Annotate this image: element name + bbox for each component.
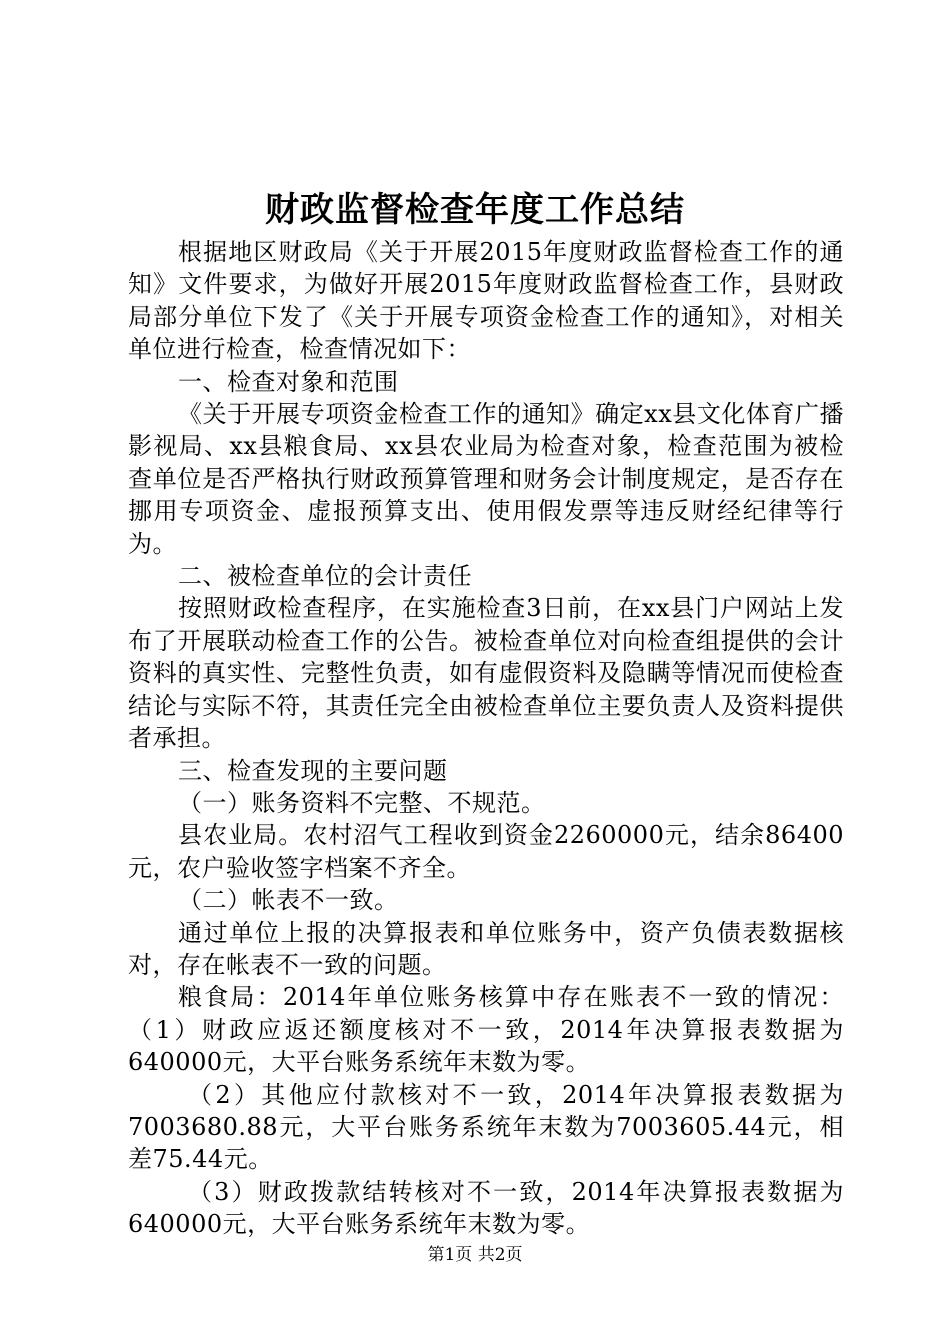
paragraph-other-payables: （2）其他应付款核对不一致，2014年决算报表数据为7003680.88元，大平台账务系统年末数为7003605.44元，相差75.44元。	[128, 1080, 844, 1174]
paragraph-report-check: 通过单位上报的决算报表和单位账务中，资产负债表数据核对，存在帐表不一致的问题。	[128, 918, 844, 979]
paragraph-agriculture: 县农业局。农村沼气工程收到资金2260000元，结余86400元，农户验收签字档案不齐全。	[128, 821, 844, 882]
paragraph-responsibility: 按照财政检查程序，在实施检查3日前，在xx县门户网站上发布了开展联动检查工作的公告。被检查单位对向检查组提供的会计资料的真实性、完整性负责，如有虚假资料及隐瞒等情况而使检查结论与实际不符，其责任完全由被检查单位主要负责人及资料提供者承担。	[128, 594, 844, 753]
section-heading-2: 二、被检查单位的会计责任	[178, 562, 472, 591]
paragraph-scope: 《关于开展专项资金检查工作的通知》确定xx县文化体育广播影视局、xx县粮食局、xx县农业局为检查对象，检查范围为被检查单位是否严格执行财政预算管理和财务会计制度规定，是否存在挪用专项资金、虚报预算支出、使用假发票等违反财经纪律等行为。	[128, 400, 844, 558]
page-title: 财政监督检查年度工作总结	[265, 190, 685, 230]
subsection-heading-1: （一）账务资料不完整、不规范。	[178, 788, 546, 817]
document-body	[128, 236, 844, 1241]
paragraph-intro: 根据地区财政局《关于开展2015年度财政监督检查工作的通知》文件要求，为做好开展2015年度财政监督检查工作，县财政局部分单位下发了《关于开展专项资金检查工作的通知》，对相关单位进行检查，检查情况如下：	[128, 238, 844, 364]
section-heading-3: 三、检查发现的主要问题	[178, 756, 448, 785]
subsection-heading-2: （二）帐表不一致。	[178, 886, 399, 915]
page-number-footer: 第1页 共2页	[427, 1245, 523, 1265]
section-heading-1: 一、检查对象和范围	[178, 367, 399, 396]
paragraph-fiscal-carryover: （3）财政拨款结转核对不一致，2014年决算报表数据为640000元，大平台账务系统年末数为零。	[128, 1177, 844, 1239]
paragraph-grain-bureau: 粮食局：2014年单位账务核算中存在账表不一致的情况：（1）财政应返还额度核对不一致，2014年决算报表数据为640000元，大平台账务系统年末数为零。	[128, 983, 844, 1077]
